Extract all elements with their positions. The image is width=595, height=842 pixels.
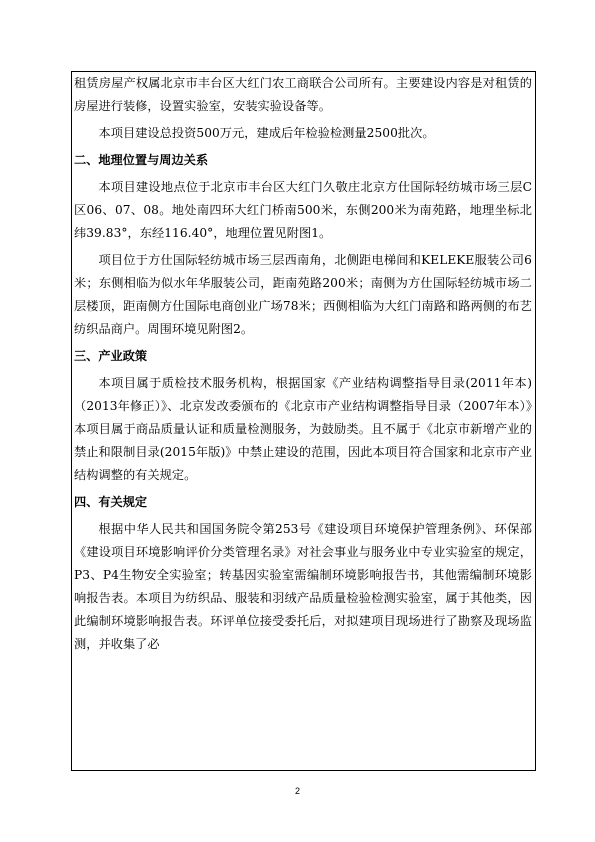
page-number: 2: [294, 786, 300, 796]
paragraph-regulations: 根据中华人民共和国国务院令第253号《建设项目环境保护管理条例》、环保部《建设项目环境影响评价分类管理名录》对社会事业与服务业中专业实验室的规定，P3、P4生物安全实验室；转基因实验室需编制环境影响报告书，其他需编制环境影响报告表。本项目为纺织品、服装和羽绒产品质量检验检测实验室，属于其他类，因此编制环境影响报告表。环评单位接受委托后，对拟建项目现场进行了勘察及现场监测，并收集了必: [74, 522, 532, 651]
paragraph-investment: 本项目建设总投资500万元，建成后年检验检测量2500批次。: [98, 126, 435, 140]
paragraph-industry-policy: 本项目属于质检技术服务机构，根据国家《产业结构调整指导目录(2011年本)（2013年修正）》、北京发改委颁布的《北京市产业结构调整指导目录（2007年本）》本项目属于商品质量认证和质量检测服务，为鼓励类。且不属于《北京市新增产业的禁止和限制目录(2015年版)》中禁止建设的范围，因此本项目符合国家和北京市产业结构调整的有关规定。: [74, 376, 532, 482]
paragraph-location: 本项目建设地点位于北京市丰台区大红门久敬庄北京方仕国际轻纺城市场三层C区06、07、08。地处南四环大红门桥南500米，东侧200米为南苑路，地理坐标北纬39.83°，东经116.40°，地理位置见附图1。: [74, 180, 532, 240]
document-body: [74, 72, 532, 656]
section-heading-location: 二、地理位置与周边关系: [74, 153, 209, 167]
paragraph-lease-ownership: 租赁房屋产权属北京市丰台区大红门农工商联合公司所有。主要建设内容是对租赁的房屋进行装修，设置实验室，安装实验设备等。: [74, 76, 532, 113]
section-heading-regulations: 四、有关规定: [74, 495, 148, 509]
paragraph-surroundings: 项目位于方仕国际轻纺城市场三层西南角，北侧距电梯间和KELEKE服装公司6米；东侧相临为似水年华服装公司，距南苑路200米；南侧为方仕国际轻纺城市场二层楼顶，距南侧方仕国际电商创业广场78米；西侧相临为大红门南路和路两侧的布艺纺织品商户。周围环境见附图2。: [74, 253, 532, 336]
section-heading-industry-policy: 三、产业政策: [74, 349, 148, 363]
